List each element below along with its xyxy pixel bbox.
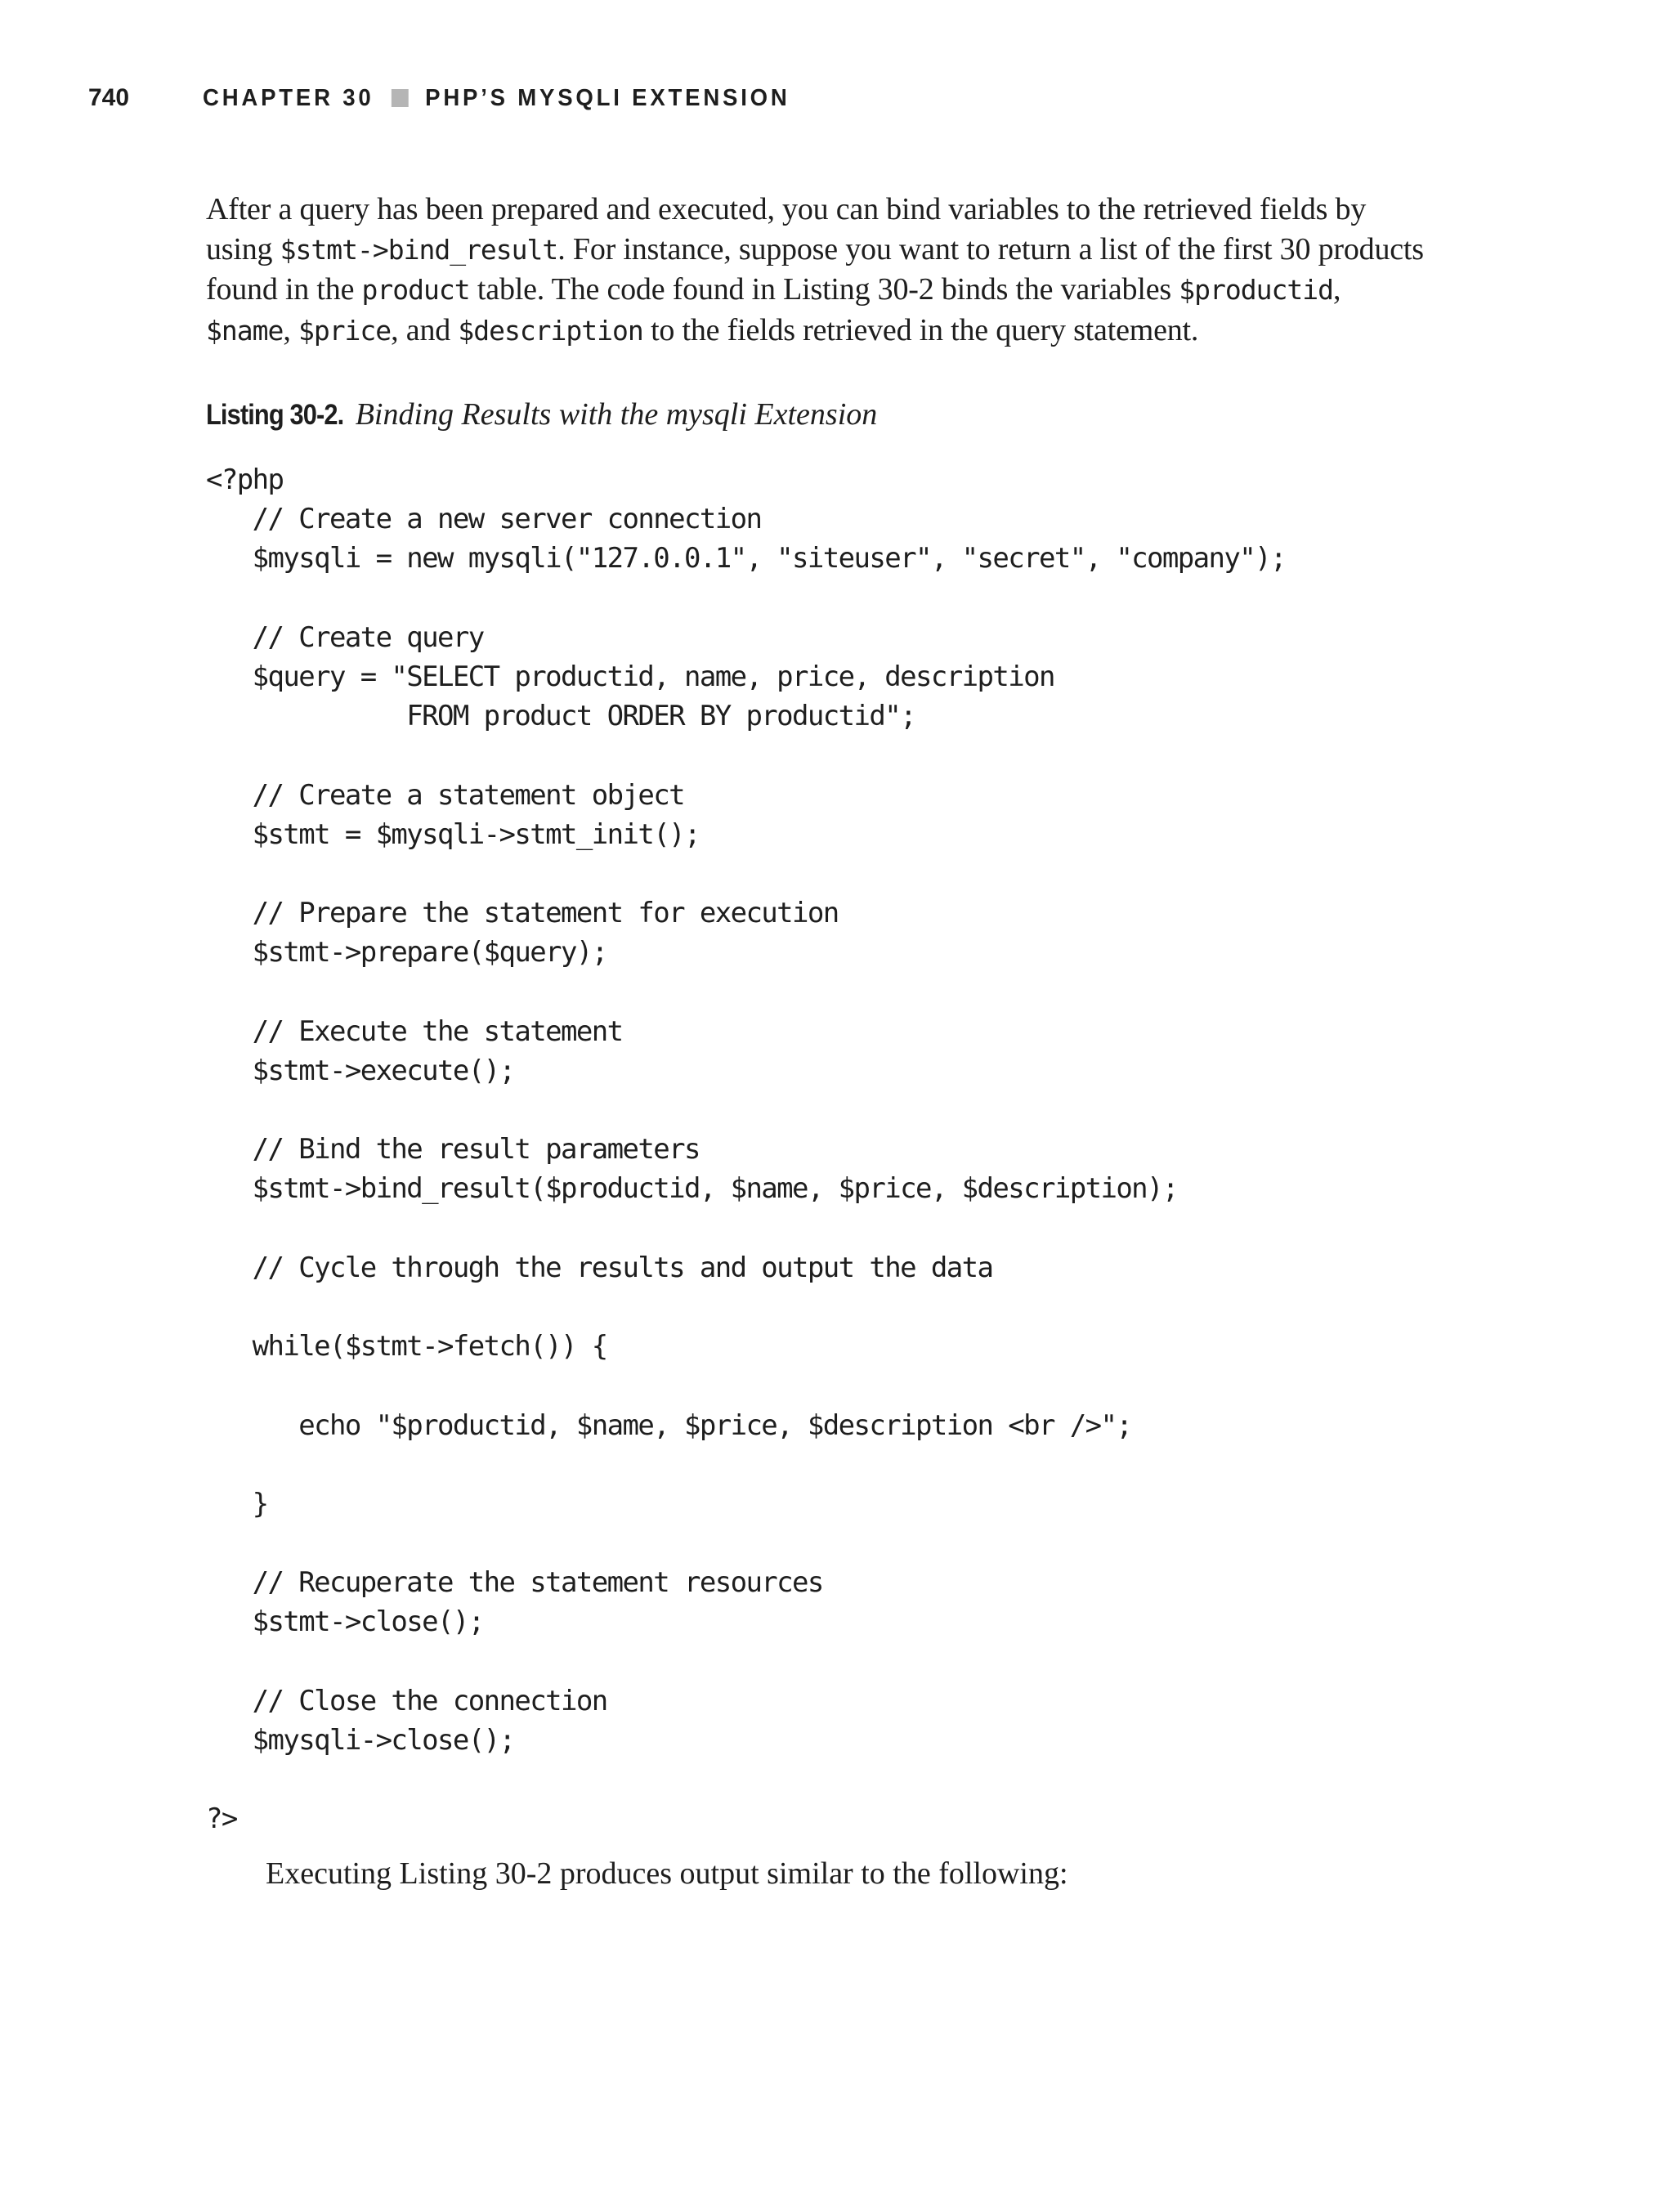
code-line: $stmt->bind_result($productid, $name, $price, $description); xyxy=(206,1172,1178,1206)
code-line xyxy=(206,1090,1286,1130)
code-line: $mysqli = new mysqli("127.0.0.1", "siteuser", "secret", "company"); xyxy=(206,542,1286,575)
code-line: $stmt = $mysqli->stmt_init(); xyxy=(206,817,700,851)
intro-line-1 xyxy=(206,190,1481,230)
code-line: // Create query xyxy=(206,620,484,654)
intro-paragraph xyxy=(206,190,1481,351)
intro-text: , xyxy=(283,312,298,347)
intro-line-4 xyxy=(206,311,1481,352)
intro-text: to the fields retrieved in the query statement. xyxy=(642,312,1199,347)
code-line: echo "$productid, $name, $price, $description <br />"; xyxy=(206,1408,1132,1442)
code-line: // Prepare the statement for execution xyxy=(206,897,839,930)
code-line: FROM product ORDER BY productid"; xyxy=(206,700,916,733)
page-number: 740 xyxy=(88,84,130,111)
intro-line-3 xyxy=(206,270,1481,311)
code-line xyxy=(206,854,1286,893)
code-line: } xyxy=(206,1487,268,1520)
closing-sentence: Executing Listing 30-2 produces output similar to the following: xyxy=(266,1856,1068,1891)
code-line: // Create a statement object xyxy=(206,778,684,812)
code-line xyxy=(206,1209,1286,1248)
inline-code: $name xyxy=(206,314,284,347)
code-line: $stmt->execute(); xyxy=(206,1054,515,1087)
code-line xyxy=(206,1760,1286,1799)
intro-text: table. The code found in Listing 30-2 binds the variables xyxy=(469,272,1179,307)
inline-code: $description xyxy=(458,314,643,347)
listing-title: Binding Results with the mysqli Extension xyxy=(355,397,878,432)
listing-caption xyxy=(206,396,877,432)
intro-line-2 xyxy=(206,230,1481,271)
code-line: while($stmt->fetch()) { xyxy=(206,1330,607,1363)
intro-text: , and xyxy=(391,312,459,347)
code-line xyxy=(206,1524,1286,1563)
header-separator-square xyxy=(391,89,408,107)
intro-text: found in the xyxy=(206,272,362,307)
chapter-number: CHAPTER 30 xyxy=(203,84,374,111)
code-line xyxy=(206,972,1286,1011)
code-line xyxy=(206,736,1286,775)
code-line: $stmt->prepare($query); xyxy=(206,936,607,969)
intro-text: . For instance, suppose you want to return a list of the first 30 products xyxy=(557,231,1424,266)
listing-label: Listing 30-2. xyxy=(206,399,344,431)
code-line: $mysqli->close(); xyxy=(206,1724,515,1757)
intro-text: using xyxy=(206,231,280,266)
code-listing xyxy=(206,460,1286,1839)
code-line: // Close the connection xyxy=(206,1684,607,1717)
inline-code: $price xyxy=(298,314,392,347)
code-line xyxy=(206,1287,1286,1327)
code-line: // Create a new server connection xyxy=(206,503,762,536)
intro-text: , xyxy=(1332,272,1341,307)
intro-text: After a query has been prepared and executed, you can bind variables to the retrieved fields by xyxy=(206,192,1367,226)
code-line xyxy=(206,1366,1286,1405)
code-line: $stmt->close(); xyxy=(206,1605,484,1639)
chapter-title: PHP’S MYSQLI EXTENSION xyxy=(425,84,790,111)
code-line xyxy=(206,579,1286,618)
chapter-heading xyxy=(203,85,790,112)
code-line: <?php xyxy=(206,463,284,496)
code-line: $query = "SELECT productid, name, price, description xyxy=(206,660,1054,693)
inline-code: product xyxy=(361,274,470,306)
code-line: // Cycle through the results and output the data xyxy=(206,1251,993,1284)
inline-code: $productid xyxy=(1179,274,1333,306)
inline-code: $stmt->bind_result xyxy=(280,233,558,266)
code-line xyxy=(206,1445,1286,1484)
code-line: // Bind the result parameters xyxy=(206,1133,700,1166)
code-line xyxy=(206,1642,1286,1681)
code-line: // Execute the statement xyxy=(206,1014,623,1048)
running-header xyxy=(88,80,821,116)
code-line: // Recuperate the statement resources xyxy=(206,1566,823,1600)
code-line: ?> xyxy=(206,1802,237,1836)
